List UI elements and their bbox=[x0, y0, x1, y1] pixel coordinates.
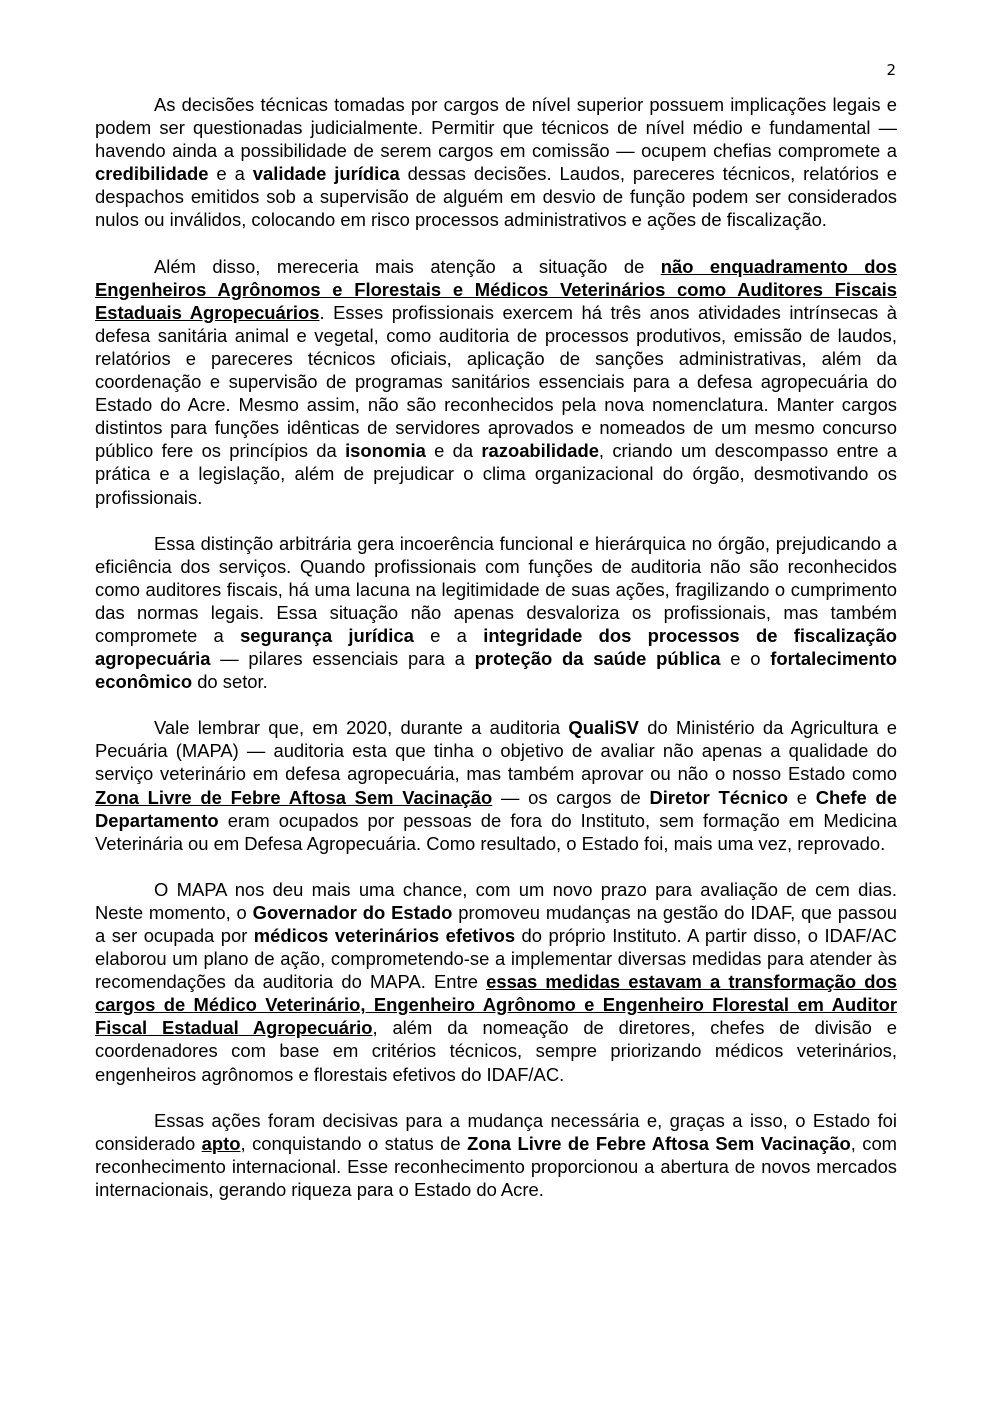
emphasis-text: fortalecimento econômico bbox=[95, 648, 897, 693]
emphasis-text: segurança jurídica bbox=[240, 624, 414, 646]
body-text: , além da nomeação de diretores, chefes de divisão e coordenadores com base em critérios técnicos, sempre priorizando médicos veterinários, engenheiros agrônomos e florestais efetivos do IDAF/AC. bbox=[95, 1017, 897, 1085]
emphasis-text: proteção da saúde pública bbox=[474, 648, 721, 670]
emphasis-text: integridade dos processos de fiscalização agropecuária bbox=[95, 624, 897, 670]
paragraph-6 bbox=[95, 1109, 897, 1201]
emphasis-text: isonomia bbox=[345, 440, 426, 462]
page-number: 2 bbox=[886, 61, 896, 79]
emphasis-underlined-text: essas medidas estavam a transformação dos cargos de Médico Veterinário, Engenheiro Agrônomo e Engenheiro Florestal em Auditor Fiscal Estadual Agropecuário bbox=[95, 971, 897, 1039]
body-text: dessas decisões. Laudos, pareceres técnicos, relatórios e despachos emitidos sob a supervisão de alguém em desvio de função podem ser considerados nulos ou inválidos, colocando em risco processos administrativos e ações de fiscalização. bbox=[95, 163, 897, 231]
emphasis-underlined-text: apto bbox=[201, 1132, 241, 1154]
body-text: e da bbox=[425, 440, 482, 462]
emphasis-text: Governador do Estado bbox=[252, 901, 453, 923]
body-text: — os cargos de bbox=[492, 786, 650, 808]
body-text: O MAPA nos deu mais uma chance, com um novo prazo para avaliação de cem dias. Neste momento, o bbox=[95, 878, 897, 923]
paragraph-2 bbox=[95, 255, 897, 509]
emphasis-underlined-text: não enquadramento dos Engenheiros Agrônomos e Florestais e Médicos Veterinários como Auditores Fiscais Estaduais Agropecuários bbox=[95, 255, 897, 323]
emphasis-text: Zona Livre de Febre Aftosa Sem Vacinação bbox=[467, 1132, 851, 1154]
body-text: e a bbox=[413, 624, 484, 646]
emphasis-text: validade jurídica bbox=[252, 163, 400, 185]
body-text: do próprio Instituto. A partir disso, o IDAF/AC elaborou um plano de ação, comprometendo-se a implementar diversas medidas para atender às recomendações da auditoria do MAPA. Entre bbox=[95, 925, 897, 993]
body-text: , conquistando o status de bbox=[240, 1132, 468, 1154]
body-text: Essas ações foram decisivas para a mudança necessária e, graças a isso, o Estado foi considerado bbox=[95, 1109, 897, 1154]
body-text: , com reconhecimento internacional. Esse reconhecimento proporcionou a abertura de novos mercados internacionais, gerando riqueza para o Estado do Acre. bbox=[95, 1132, 898, 1200]
body-text: do Ministério da Agricultura e Pecuária (MAPA) — auditoria esta que tinha o objetivo de avaliar não apenas a qualidade do serviço veterinário em defesa agropecuária, mas também aprovar ou não o nosso Estado como bbox=[95, 717, 897, 785]
emphasis-text: QualiSV bbox=[568, 717, 639, 739]
body-text: Essa distinção arbitrária gera incoerência funcional e hierárquica no órgão, prejudicando a eficiência dos serviços. Quando profissionais com funções de auditoria não são reconhecidos como auditores fiscais, há uma lacuna na legitimidade de suas ações, fragilizando o cumprimento das normas legais. Essa situação não apenas desvaloriza os profissionais, mas também compromete a bbox=[95, 532, 897, 646]
emphasis-text: razoabilidade bbox=[481, 440, 599, 462]
body-text: As decisões técnicas tomadas por cargos de nível superior possuem implicações legais e podem ser questionadas judicialmente. Permitir que técnicos de nível médio e fundamental — havendo ainda a possibilidade de serem cargos em comissão — ocupem chefias compromete a bbox=[95, 94, 897, 162]
emphasis-underlined-text: Zona Livre de Febre Aftosa Sem Vacinação bbox=[95, 786, 493, 808]
document-body bbox=[95, 93, 897, 1224]
body-text: eram ocupados por pessoas de fora do Instituto, sem formação em Medicina Veterinária ou em Defesa Agropecuária. Como resultado, o Estado foi, mais uma vez, reprovado. bbox=[95, 809, 897, 854]
body-text: Vale lembrar que, em 2020, durante a auditoria bbox=[154, 717, 569, 739]
emphasis-text: médicos veterinários efetivos bbox=[253, 925, 516, 946]
paragraph-1 bbox=[95, 93, 897, 232]
body-text: e o bbox=[720, 648, 771, 670]
body-text: e a bbox=[208, 163, 253, 185]
paragraph-5 bbox=[95, 878, 897, 1086]
paragraph-4 bbox=[95, 716, 897, 855]
emphasis-text: Diretor Técnico bbox=[649, 786, 788, 808]
body-text: do setor. bbox=[192, 671, 268, 693]
body-text: e bbox=[787, 786, 816, 808]
body-text: . Esses profissionais exercem há três anos atividades intrínsecas à defesa sanitária animal e vegetal, como auditoria de processos produtivos, emissão de laudos, relatórios e pareceres técnicos oficiais, aplicação de sanções administrativas, além da coordenação e supervisão de programas sanitários essenciais para a defesa agropecuária do Estado do Acre. Mesmo assim, não são reconhecidos pela nova nomenclatura. Manter cargos distintos para funções idênticas de servidores aprovados e nomeados de um mesmo concurso público fere os princípios da bbox=[95, 301, 897, 462]
body-text: promoveu mudanças na gestão do IDAF, que passou a ser ocupada por bbox=[95, 901, 897, 946]
body-text: — pilares essenciais para a bbox=[210, 648, 475, 670]
emphasis-text: Chefe de Departamento bbox=[95, 786, 897, 831]
emphasis-text: credibilidade bbox=[95, 163, 209, 185]
body-text: Além disso, mereceria mais atenção a situação de bbox=[154, 255, 661, 277]
body-text: , criando um descompasso entre a prática e a legislação, além de prejudicar o clima organizacional do órgão, desmotivando os profissionais. bbox=[95, 440, 898, 508]
paragraph-3 bbox=[95, 532, 897, 694]
